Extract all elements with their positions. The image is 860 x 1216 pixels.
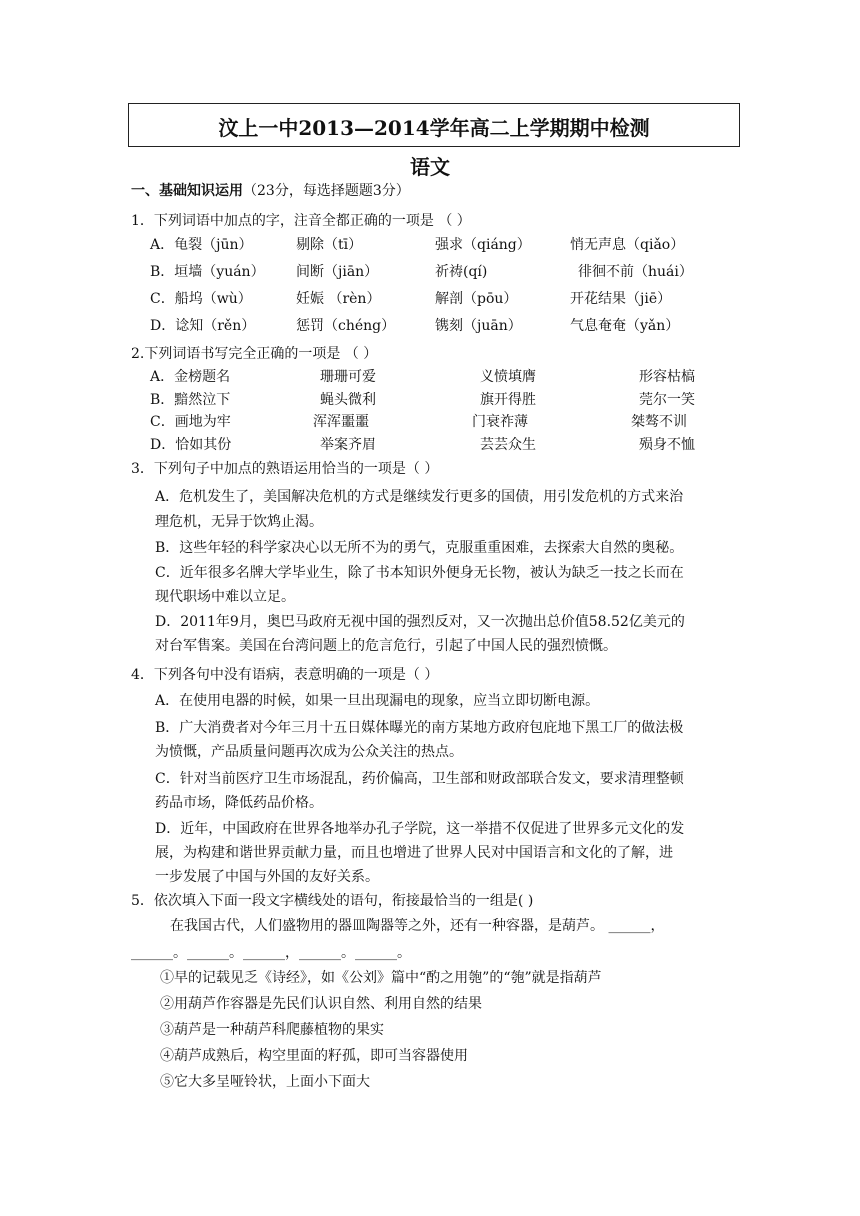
q1-d-4: 气息奄奄（yǎn）	[570, 318, 680, 334]
q1-b-4: 徘徊不前（huái）	[578, 264, 693, 280]
q2-a-4: 形容枯槁	[639, 369, 695, 385]
q3-line: A．危机发生了，美国解决危机的方式是继续发行更多的国债，用引发危机的方式来治	[155, 489, 684, 505]
q4-line: 药品市场，降低药品价格。	[155, 795, 323, 811]
q5-item: ①早的记载见乏《诗经》，如《公刘》篇中“酌之用匏”的“匏”就是指葫芦	[160, 970, 602, 986]
q4-line: D．近年，中国政府在世界各地举办孔子学院，这一举措不仅促进了世界多元文化的发	[155, 821, 685, 837]
q1-b-3: 祈祷(qí)	[435, 264, 488, 280]
q4-line: 为愤慨，产品质量问题再次成为公众关注的热点。	[155, 744, 463, 760]
q1-a-2: 剔除（tī）	[296, 237, 363, 253]
q1-a-3: 强求（qiáng）	[435, 237, 531, 253]
q1-b-2: 间断（jiān）	[296, 264, 379, 280]
q4-line: B．广大消费者对今年三月十五日媒体曝光的南方某地方政府包庇地下黑工厂的做法极	[155, 720, 684, 736]
q4-line: C．针对当前医疗卫生市场混乱，药价偏高，卫生部和财政部联合发文，要求清理整顿	[155, 771, 684, 787]
section-heading-note: （23分，每选择题题3分）	[243, 183, 410, 199]
q2-b-4: 莞尔一笑	[639, 392, 695, 408]
section-heading	[131, 180, 410, 200]
q2-c-2: 浑浑噩噩	[313, 414, 369, 430]
q2-a-2: 珊珊可爱	[320, 369, 376, 385]
q1-d-1: D．谂知（rěn）	[150, 318, 256, 334]
q3-line: C．近年很多名牌大学毕业生，除了书本知识外便身无长物，被认为缺乏一技之长而在	[155, 565, 684, 581]
q2-stem: 2.下列词语书写完全正确的一项是 （ ）	[131, 346, 378, 362]
q2-d-3: 芸芸众生	[480, 437, 536, 453]
q3-line: 对台军售案。美国在台湾问题上的危言危行，引起了中国人民的强烈愤慨。	[155, 638, 617, 654]
q2-a-1: A．金榜题名	[150, 369, 231, 385]
q1-d-2: 惩罚（chéng）	[296, 318, 396, 334]
q5-item: ⑤它大多呈哑铃状，上面小下面大	[160, 1074, 370, 1090]
q1-stem: 1．下列词语中加点的字，注音全都正确的一项是 （ ）	[131, 213, 471, 229]
q3-stem: 3．下列句子中加点的熟语运用恰当的一项是（ ）	[131, 461, 439, 477]
q2-c-1: C．画地为牢	[150, 414, 231, 430]
q3-line: 理危机，无异于饮鸩止渴。	[155, 514, 323, 530]
q1-b-1: B．垣墙（yuán）	[150, 264, 265, 280]
q2-d-4: 殒身不恤	[639, 437, 695, 453]
q2-c-3: 门衰祚薄	[472, 414, 528, 430]
q2-c-4: 桀骜不训	[631, 414, 687, 430]
section-heading-label: 一、基础知识运用	[131, 183, 243, 199]
q5-stem: 5．依次填入下面一段文字横线处的语句，衔接最恰当的一组是( )	[131, 893, 534, 909]
q3-line: B．这些年轻的科学家决心以无所不为的勇气，克服重重困难，去探索大自然的奥秘。	[155, 540, 684, 556]
q5-blanks: ______。______。______，______。______。	[131, 945, 411, 961]
q5-item: ②用葫芦作容器是先民们认识自然、利用自然的结果	[160, 996, 482, 1012]
q1-c-3: 解剖（pōu）	[435, 291, 518, 307]
title-box	[128, 103, 740, 147]
q5-item: ④葫芦成熟后，构空里面的籽孤，即可当容器使用	[160, 1048, 468, 1064]
q5-item: ③葫芦是一种葫芦科爬藤植物的果实	[160, 1022, 384, 1038]
q1-a-4: 悄无声息（qiǎo）	[570, 237, 685, 253]
q2-b-1: B．黯然泣下	[150, 392, 231, 408]
q2-d-2: 举案齐眉	[320, 437, 376, 453]
exam-title: 汶上一中2013—2014学年高二上学期期中检测	[218, 116, 650, 140]
q3-line: 现代职场中难以立足。	[155, 589, 295, 605]
q1-c-1: C．船坞（wù）	[150, 291, 252, 307]
q4-stem: 4．下列各句中没有语病，表意明确的一项是（ ）	[131, 667, 439, 683]
q1-a-1: A．龟裂（jūn）	[150, 237, 253, 253]
q3-line: D．2011年9月，奥巴马政府无视中国的强烈反对，又一次抛出总价值58.52亿美元的	[155, 614, 685, 630]
q2-d-1: D．恰如其份	[150, 437, 232, 453]
q5-paragraph: 在我国古代，人们盛物用的器皿陶器等之外，还有一种容器，是葫芦。 ______，	[170, 918, 665, 934]
q2-b-3: 旗开得胜	[480, 392, 536, 408]
q2-a-3: 义愤填膺	[480, 369, 536, 385]
q1-d-3: 镌刻（juān）	[435, 318, 522, 334]
q2-b-2: 蝇头微利	[320, 392, 376, 408]
q1-c-4: 开花结果（jiē）	[570, 291, 672, 307]
q4-line: A．在使用电器的时候，如果一旦出现漏电的现象，应当立即切断电源。	[155, 693, 600, 709]
subject-title: 语文	[410, 155, 450, 179]
q4-line: 展，为构建和谐世界贡献力量，而且也增进了世界人民对中国语言和文化的了解，进	[155, 845, 673, 861]
q1-c-2: 妊娠 （rèn）	[296, 291, 381, 307]
q4-line: 一步发展了中国与外国的友好关系。	[155, 869, 379, 885]
